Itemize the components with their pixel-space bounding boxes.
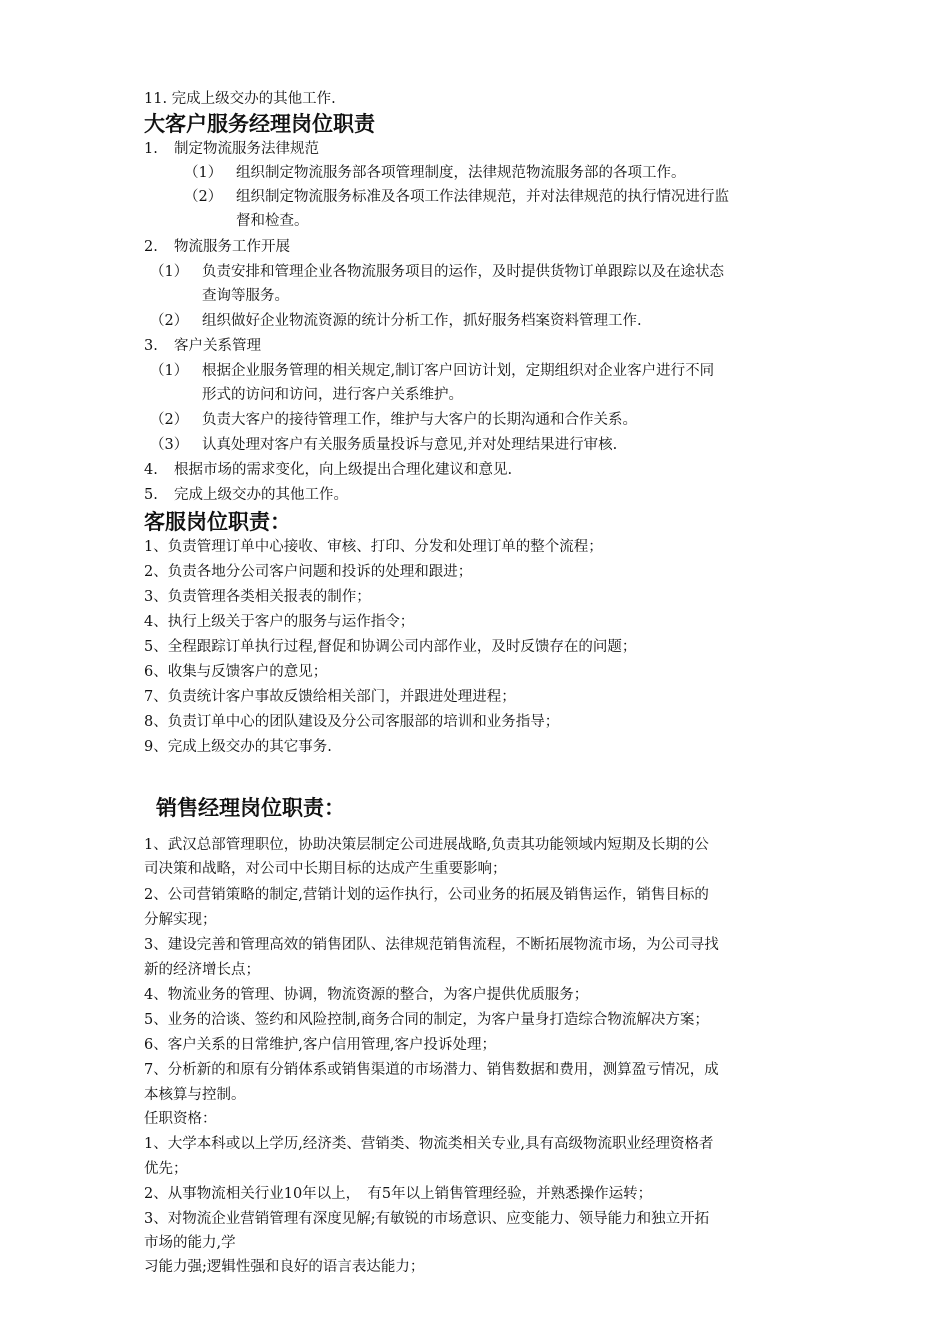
list-item: 3、负责管理各类相关报表的制作； [144, 589, 371, 605]
paragraph-line: 7、分析新的和原有分销体系或销售渠道的市场潜力、销售数据和费用，测算盈亏情况，成 [144, 1062, 719, 1078]
item-text: 根据企业服务管理的相关规定,制订客户回访计划，定期组织对企业客户进行不同 [202, 363, 715, 379]
list-item: 6、收集与反馈客户的意见； [144, 664, 328, 680]
list-item [144, 459, 814, 481]
list-item: 4、执行上级关于客户的服务与运作指令； [144, 614, 415, 630]
list-item: 8、负责订单中心的团队建设及分公司客服部的培训和业务指导； [144, 714, 560, 730]
paragraph-line: 5、业务的洽谈、签约和风险控制,商务合同的制定，为客户量身打造综合物流解决方案； [144, 1012, 709, 1028]
section-title-sales-manager: 销售经理岗位职责： [156, 795, 345, 820]
item-continuation: 查询等服务。 [202, 288, 289, 304]
list-item: 2、负责各地分公司客户问题和投诉的处理和跟进； [144, 564, 473, 580]
item-text: 组织制定物流服务部各项管理制度，法律规范物流服务部的各项工作。 [236, 165, 686, 181]
list-item: 1、负责管理订单中心接收、审核、打印、分发和处理订单的整个流程； [144, 539, 603, 555]
paragraph-line: 市场的能力,学 [144, 1235, 236, 1251]
item-text: 完成上级交办的其他工作。 [174, 487, 348, 503]
item-text: 客户关系管理 [174, 338, 261, 354]
item-number: （3） [150, 437, 189, 453]
list-item: 7、负责统计客户事故反馈给相关部门，并跟进处理进程； [144, 689, 516, 705]
item-number: 4. [144, 462, 158, 478]
qualifications-label: 任职资格： [144, 1111, 217, 1127]
intro-line: 11. 完成上级交办的其他工作. [144, 91, 336, 107]
list-item [144, 335, 814, 357]
paragraph-line: 1、武汉总部管理职位，协助决策层制定公司进展战略,负责其功能领域内短期及长期的公 [144, 837, 709, 853]
item-number: （2） [150, 412, 189, 428]
list-item [144, 484, 814, 506]
item-text: 认真处理对客户有关服务质量投诉与意见,并对处理结果进行审核. [202, 437, 618, 453]
paragraph-line: 习能力强;逻辑性强和良好的语言表达能力； [144, 1259, 425, 1275]
list-item [150, 261, 820, 283]
item-number: （2） [184, 189, 223, 205]
paragraph-line: 6、客户关系的日常维护,客户信用管理,客户投诉处理； [144, 1037, 496, 1053]
paragraph-line: 1、大学本科或以上学历,经济类、营销类、物流类相关专业,具有高级物流职业经理资格者 [144, 1136, 714, 1152]
list-item [184, 162, 854, 184]
list-item [150, 434, 820, 456]
list-item [144, 236, 814, 258]
item-text: 根据市场的需求变化，向上级提出合理化建议和意见. [174, 462, 513, 478]
item-number: （2） [150, 313, 189, 329]
item-text: 制定物流服务法律规范 [174, 141, 319, 157]
paragraph-line: 优先； [144, 1161, 188, 1177]
paragraph-line: 4、物流业务的管理、协调，物流资源的整合，为客户提供优质服务； [144, 987, 589, 1003]
item-number: 2. [144, 239, 158, 255]
item-number: 5. [144, 487, 158, 503]
list-item [184, 186, 854, 208]
item-continuation: 形式的访问和访问，进行客户关系维护。 [202, 387, 463, 403]
section-title-customer-service: 客服岗位职责： [144, 509, 291, 534]
list-item: 5、全程跟踪订单执行过程,督促和协调公司内部作业，及时反馈存在的问题； [144, 639, 637, 655]
item-text: 组织做好企业物流资源的统计分析工作，抓好服务档案资料管理工作. [202, 313, 642, 329]
item-number: 1. [144, 141, 158, 157]
item-number: （1） [184, 165, 223, 181]
section-title-key-account: 大客户服务经理岗位职责 [144, 111, 375, 136]
list-item [144, 138, 814, 160]
paragraph-line: 司决策和战略，对公司中长期目标的达成产生重要影响； [144, 861, 507, 877]
paragraph-line: 3、建设完善和管理高效的销售团队、法律规范销售流程，不断拓展物流市场，为公司寻找 [144, 937, 719, 953]
item-number: （1） [150, 264, 189, 280]
list-item [150, 409, 820, 431]
paragraph-line: 新的经济增长点； [144, 962, 260, 978]
paragraph-line: 2、从事物流相关行业10年以上， 有5年以上销售管理经验，并熟悉操作运转； [144, 1186, 653, 1202]
item-text: 物流服务工作开展 [174, 239, 290, 255]
list-item [150, 310, 820, 332]
item-number: （1） [150, 363, 189, 379]
item-continuation: 督和检查。 [236, 213, 309, 229]
item-text: 负责安排和管理企业各物流服务项目的运作，及时提供货物订单跟踪以及在途状态 [202, 264, 724, 280]
paragraph-line: 3、对物流企业营销管理有深度见解;有敏锐的市场意识、应变能力、领导能力和独立开拓 [144, 1211, 710, 1227]
paragraph-line: 本核算与控制。 [144, 1087, 246, 1103]
paragraph-line: 分解实现； [144, 912, 217, 928]
paragraph-line: 2、公司营销策略的制定,营销计划的运作执行，公司业务的拓展及销售运作，销售目标的 [144, 887, 709, 903]
list-item: 9、完成上级交办的其它事务. [144, 739, 332, 755]
item-text: 组织制定物流服务标准及各项工作法律规范，并对法律规范的执行情况进行监 [236, 189, 729, 205]
item-number: 3. [144, 338, 158, 354]
list-item [150, 360, 820, 382]
item-text: 负责大客户的接待管理工作，维护与大客户的长期沟通和合作关系。 [202, 412, 637, 428]
